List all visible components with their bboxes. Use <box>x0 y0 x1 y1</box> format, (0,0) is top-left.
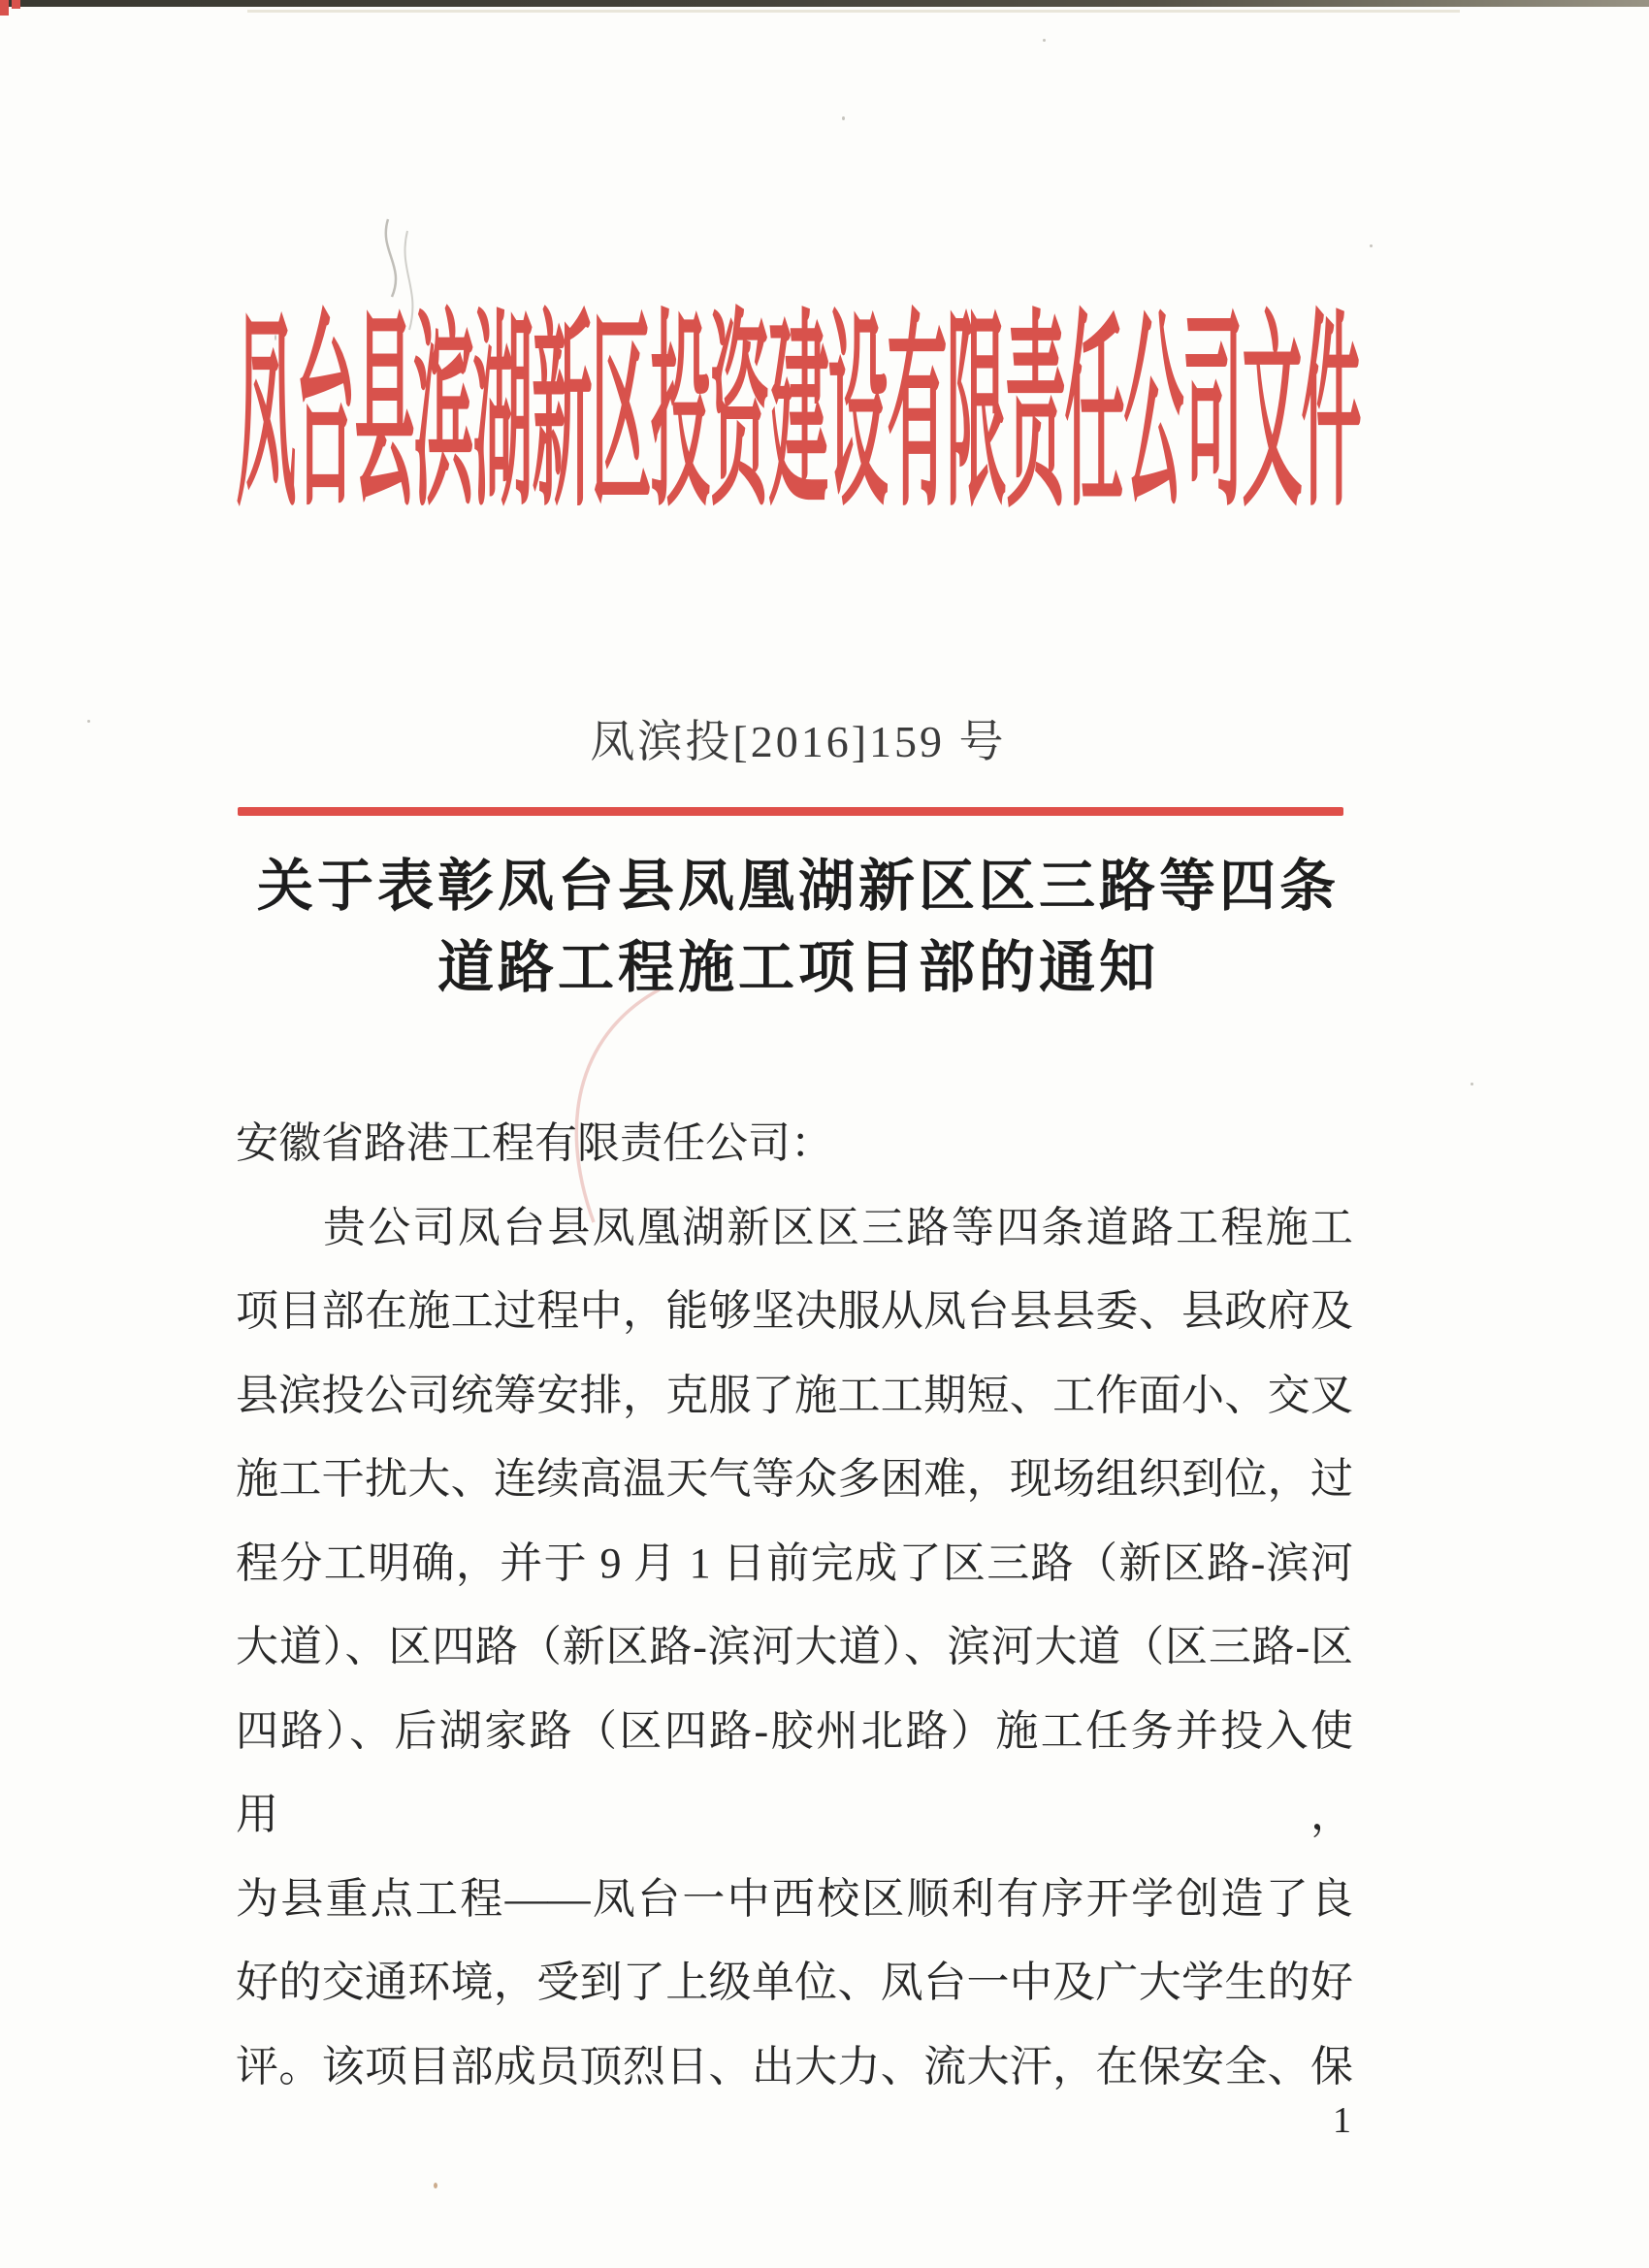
body-line: 评。该项目部成员顶烈日、出大力、流大汗，在保安全、保 <box>236 2042 1353 2090</box>
scan-speck <box>1471 1083 1473 1085</box>
page-number: 1 <box>1333 2100 1351 2141</box>
scan-red-corner-mark <box>0 0 9 16</box>
body-line: 程分工明确，并于 9 月 1 日前完成了区三路（新区路-滨河 <box>236 1539 1353 1587</box>
red-separator-line <box>238 807 1343 816</box>
document-title <box>236 846 1361 1009</box>
document-title-line1: 关于表彰凤台县凤凰湖新区区三路等四条 <box>256 855 1340 918</box>
body-line: 县滨投公司统筹安排，克服了施工工期短、工作面小、交叉 <box>236 1371 1353 1419</box>
scan-speck <box>434 2183 437 2188</box>
doc-number: 凤滨投[2016]159 号 <box>590 717 1007 766</box>
body-paragraph <box>236 1102 1353 2109</box>
letterhead-title <box>236 302 1361 534</box>
scan-edge-band <box>0 0 1649 7</box>
body-line: 大道）、区四路（新区路-滨河大道）、滨河大道（区三路-区 <box>236 1623 1353 1670</box>
scan-red-corner-mark <box>12 0 20 9</box>
scan-speck <box>1370 244 1373 247</box>
body-line: 好的交通环境，受到了上级单位、凤台一中及广大学生的好 <box>236 1959 1353 2006</box>
letterhead-title-text: 凤台县滨湖新区投资建设有限责任公司文件 <box>236 302 1361 534</box>
document-title-line2: 道路工程施工项目部的通知 <box>436 936 1159 999</box>
body-line: 四路）、后湖家路（区四路-胶州北路）施工任务并投入使用， <box>236 1706 1353 1838</box>
salutation: 安徽省路港工程有限责任公司： <box>236 1119 833 1167</box>
scan-speck <box>842 116 845 120</box>
scan-edge-line <box>247 10 1460 13</box>
body-line: 贵公司凤台县凤凰湖新区区三路等四条道路工程施工 <box>323 1203 1353 1251</box>
body-line: 项目部在施工过程中，能够坚决服从凤台县县委、县政府及 <box>236 1287 1353 1335</box>
scan-speck <box>87 720 90 723</box>
body-line: 施工干扰大、连续高温天气等众多困难，现场组织到位，过 <box>236 1455 1353 1503</box>
body-line: 为县重点工程——凤台一中西校区顺利有序开学创造了良 <box>236 1874 1353 1923</box>
scan-speck <box>1043 39 1046 42</box>
